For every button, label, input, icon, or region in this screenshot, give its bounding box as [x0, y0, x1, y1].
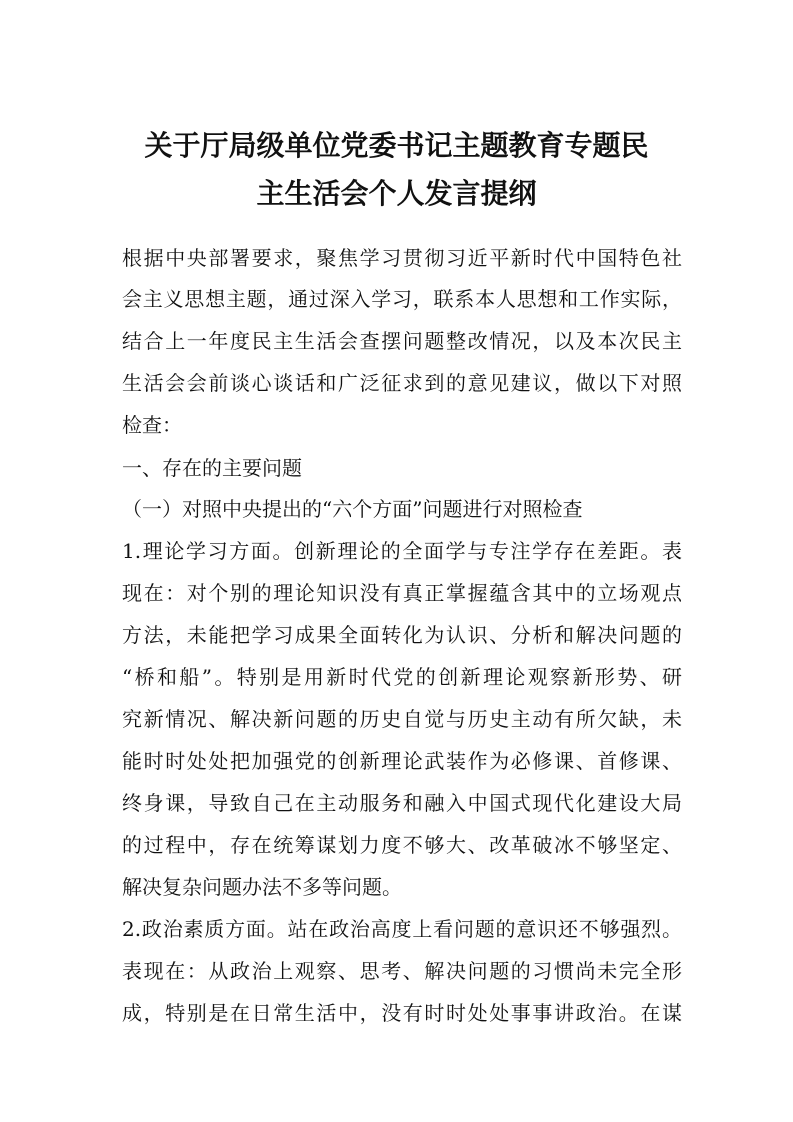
document-title-line-2: 主生活会个人发言提纲 — [256, 177, 537, 210]
body-line: 2.政治素质方面。站在政治高度上看问题的意识还不够强烈。 — [122, 917, 682, 941]
body-line: 现在：对个别的理论知识没有真正掌握蕴含其中的立场观点 — [122, 581, 682, 605]
body-line: 根据中央部署要求，聚焦学习贯彻习近平新时代中国特色社 — [122, 246, 682, 270]
body-line: 结合上一年度民主生活会查摆问题整改情况，以及本次民主 — [122, 329, 682, 353]
body-line: 方法，未能把学习成果全面转化为认识、分析和解决问题的 — [122, 623, 682, 647]
body-line: 能时时处处把加强党的创新理论武装作为必修课、首修课、 — [122, 749, 682, 773]
section-heading: 一、存在的主要问题 — [122, 456, 302, 480]
body-line: 解决复杂问题办法不多等问题。 — [122, 875, 402, 899]
body-line: 究新情况、解决新问题的历史自觉与历史主动有所欠缺，未 — [122, 707, 682, 731]
body-line: 检查： — [122, 413, 182, 437]
body-line: 表现在：从政治上观察、思考、解决问题的习惯尚未完全形 — [122, 959, 682, 983]
body-line: 的过程中，存在统筹谋划力度不够大、改革破冰不够坚定、 — [122, 833, 682, 857]
body-line: 1.理论学习方面。创新理论的全面学与专注学存在差距。表 — [122, 539, 682, 563]
body-line: 生活会会前谈心谈话和广泛征求到的意见建议，做以下对照 — [122, 371, 682, 395]
subsection-heading: （一）对照中央提出的“六个方面”问题进行对照检查 — [122, 497, 583, 521]
body-line: “桥和船”。特别是用新时代党的创新理论观察新形势、研 — [122, 665, 682, 689]
body-line: 会主义思想主题，通过深入学习，联系本人思想和工作实际， — [122, 287, 682, 311]
document-title-line-1: 关于厅局级单位党委书记主题教育专题民 — [144, 129, 649, 162]
body-line: 终身课，导致自己在主动服务和融入中国式现代化建设大局 — [122, 791, 682, 815]
body-line: 成，特别是在日常生活中，没有时时处处事事讲政治。在谋 — [122, 1001, 682, 1025]
